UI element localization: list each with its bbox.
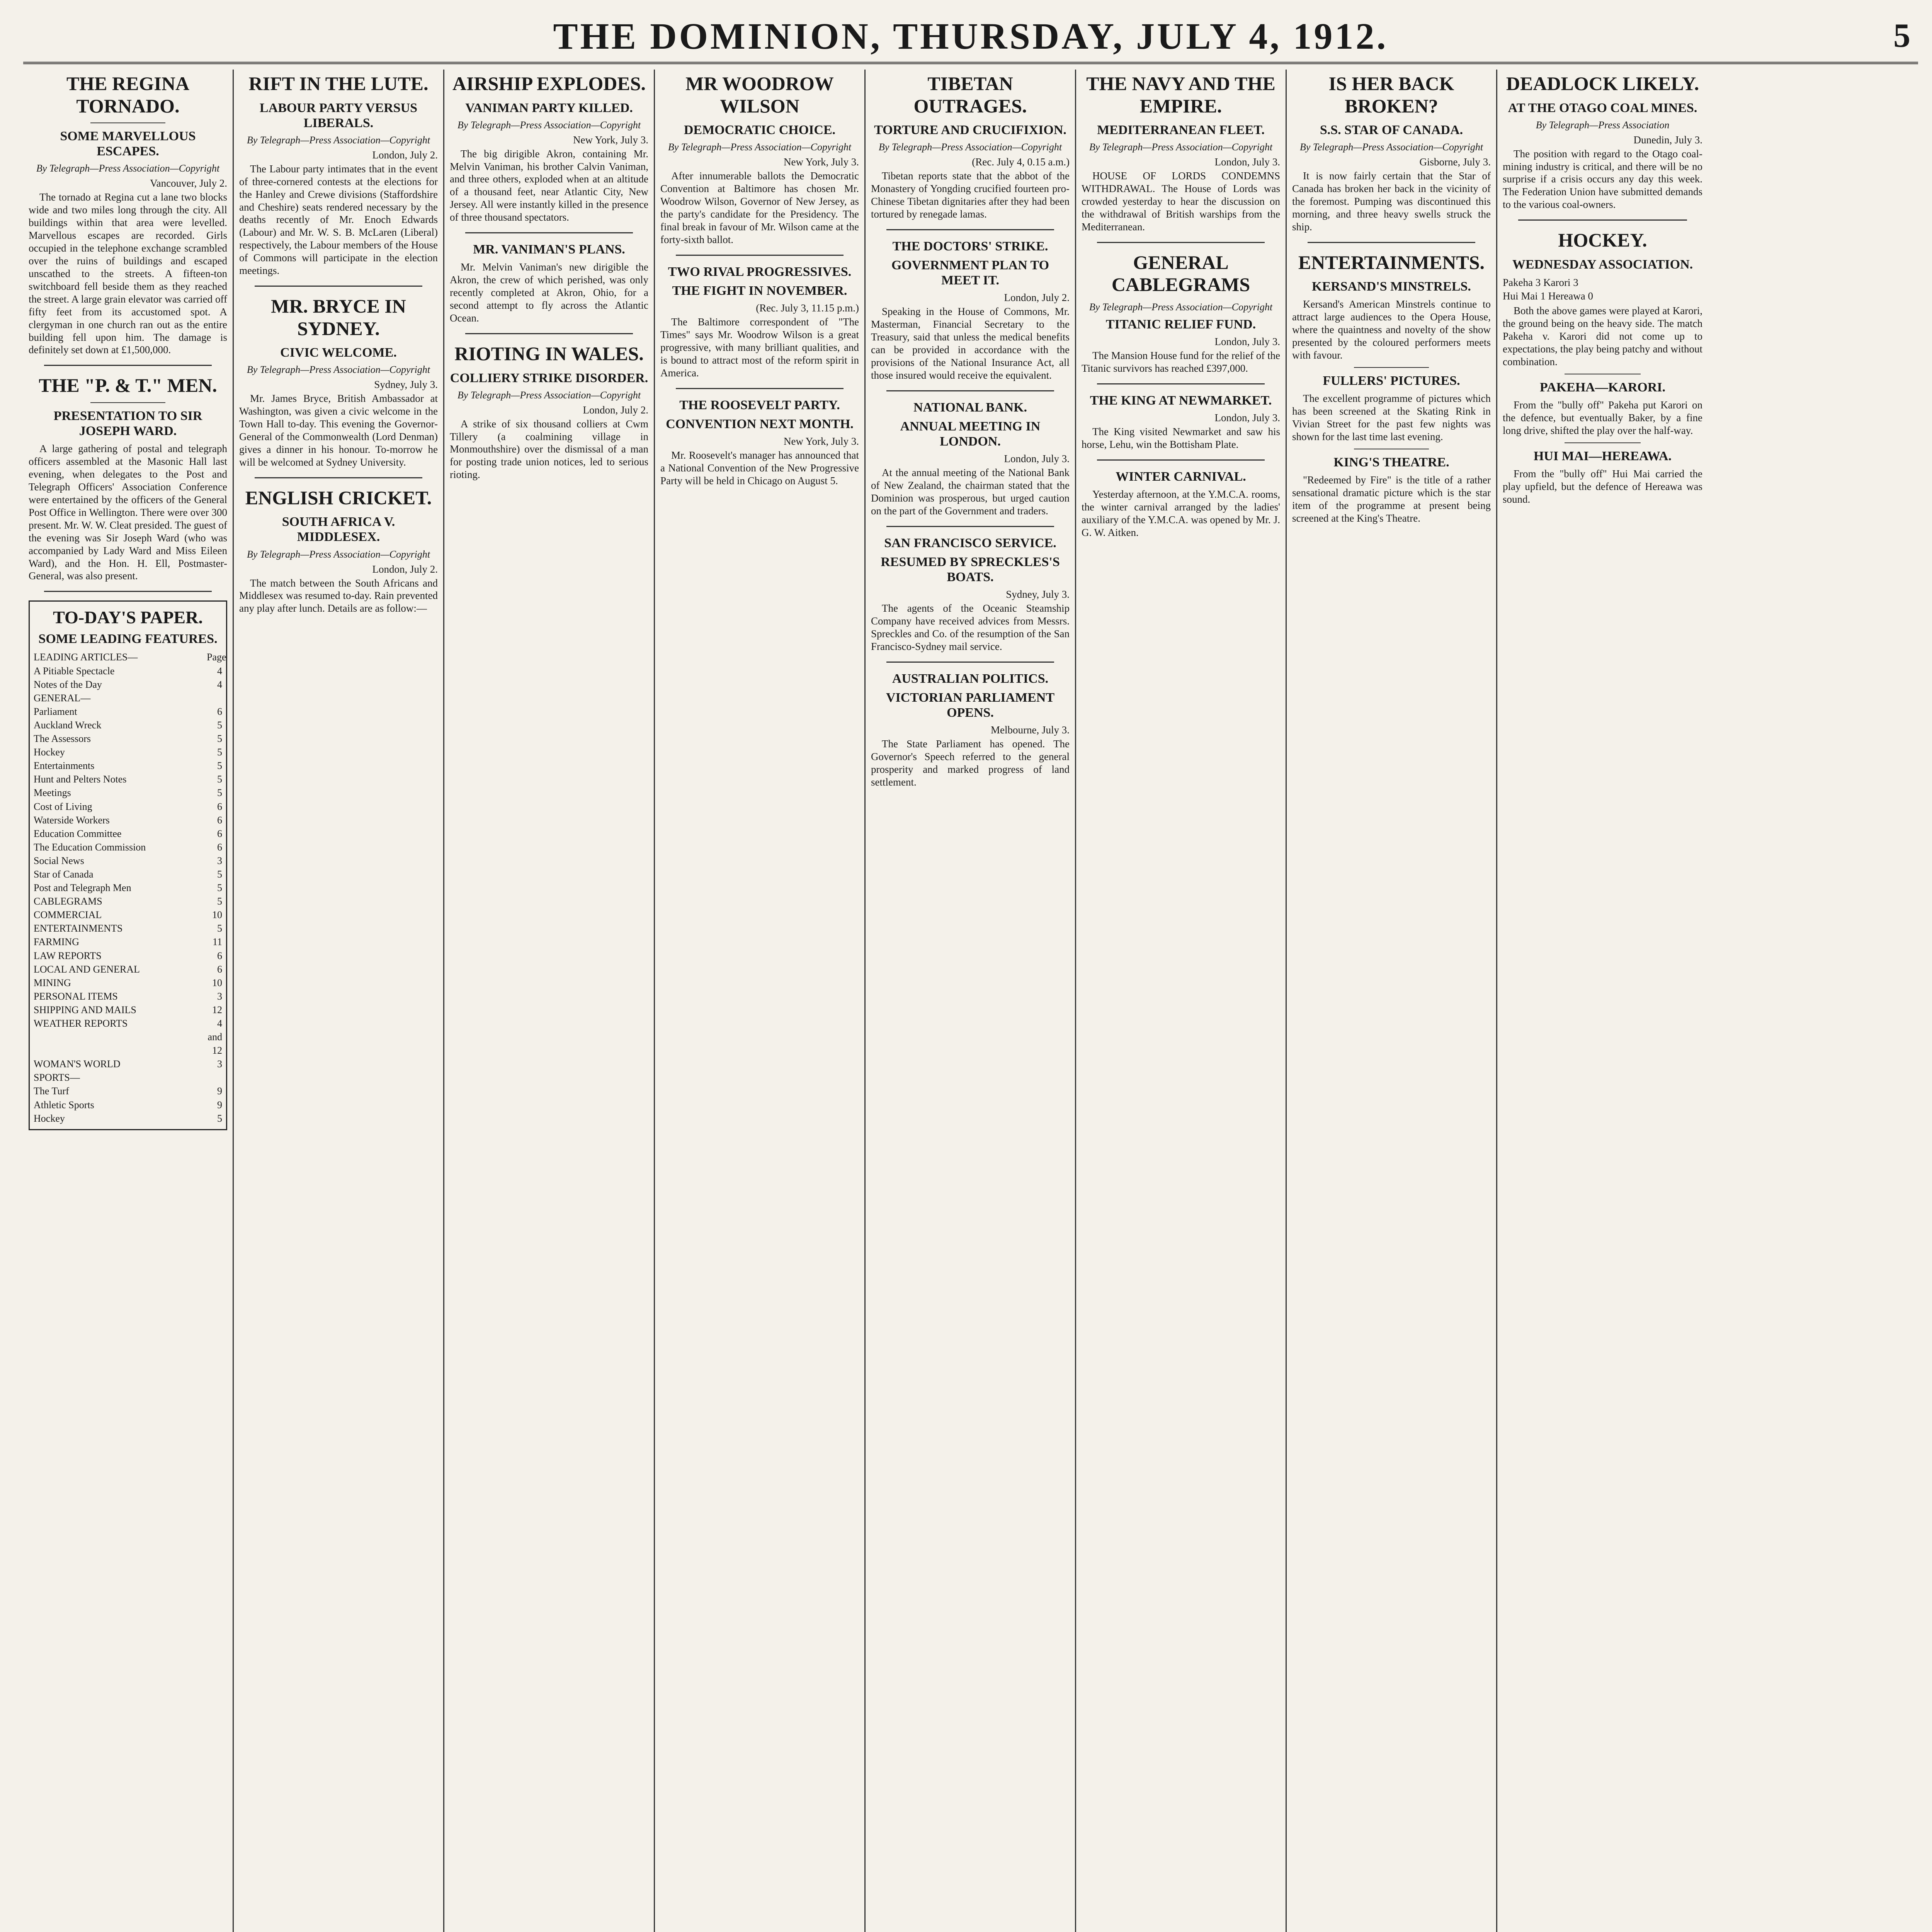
toc-item-page: 9	[217, 1099, 222, 1111]
article-dateline: London, July 2.	[583, 404, 648, 416]
article-subheading: GOVERNMENT PLAN TO MEET IT.	[891, 258, 1049, 288]
article	[871, 400, 1070, 517]
article-dateline: London, July 2.	[372, 149, 438, 161]
score-team-b: Hereawa	[1548, 290, 1588, 302]
article	[1082, 469, 1280, 539]
score-score-b: 0	[1588, 290, 1593, 302]
article-byline: By Telegraph—Press Association—Copyright	[247, 134, 430, 146]
toc-item-page: 5	[217, 896, 222, 907]
toc-item-page: 5	[217, 719, 222, 731]
toc-item-label: WEATHER REPORTS	[34, 1018, 128, 1029]
article-body: The match between the South Africans and Middlesex was resumed to-day. Rain prevented any play after lunch. Details are as follow:—	[239, 577, 438, 614]
article	[1082, 73, 1280, 233]
article-dateline: Gisborne, July 3.	[1419, 156, 1491, 168]
toc-item	[34, 840, 222, 854]
article	[1292, 252, 1491, 362]
toc-item-label: ENTERTAINMENTS	[34, 923, 123, 934]
article	[1503, 380, 1702, 437]
toc-item-page: 4 and 12	[207, 1018, 222, 1056]
article-subheading: KING'S THEATRE.	[1333, 455, 1449, 469]
article	[1082, 393, 1280, 451]
article-body: The excellent programme of pictures which has been screened at the Skating Rink in Vivian Street for the past few nights was shown for the last time last evening.	[1292, 393, 1491, 442]
divider	[44, 591, 212, 592]
article-subheading: S.S. STAR OF CANADA.	[1320, 123, 1463, 137]
toc-item-page: 11	[212, 936, 222, 948]
article-subheading: PAKEHA—KARORI.	[1539, 380, 1666, 395]
article-body: Tibetan reports state that the abbot of the Monastery of Yongding crucified fourteen pro-Chinese Tibetan dignitaries after they had been tortured by renegade lamas.	[871, 170, 1070, 220]
toc-item-page: 6	[217, 814, 222, 826]
article-body: The Baltimore correspondent of "The Times" says Mr. Woodrow Wilson is a great progressive, with many brilliant qualities, and is bound to attract most of the reform spirit in America.	[660, 316, 859, 379]
toc-item	[34, 718, 222, 732]
toc-item	[34, 990, 222, 1003]
article-body: Mr. Melvin Vaniman's new dirigible the Akron, the crew of which perished, was only recently completed at Akron, Ohio, for a second attempt to fly across the Atlantic Ocean.	[450, 261, 648, 324]
article-subheading: MEDITERRANEAN FLEET.	[1097, 123, 1265, 137]
toc-item	[34, 1017, 222, 1057]
article-body: At the annual meeting of the National Bank of New Zealand, the chairman stated that the Dominion was prosperous, but urged caution on the part of the Government and traders.	[871, 467, 1070, 517]
article-heading: TIBETAN OUTRAGES.	[913, 73, 1027, 117]
score-team-b: Karori	[1543, 276, 1573, 288]
toc-item	[34, 1098, 222, 1112]
toc-title: TO-DAY'S PAPER.	[53, 607, 203, 628]
toc-item-label: FARMING	[34, 936, 79, 948]
article-byline: By Telegraph—Press Association—Copyright	[247, 548, 430, 560]
toc-item-page: 12	[212, 1004, 222, 1015]
article-dateline: Dunedin, July 3.	[1633, 134, 1702, 146]
toc-item	[34, 908, 222, 922]
toc-item-label: The Education Commission	[34, 841, 146, 853]
article-body: Yesterday afternoon, at the Y.M.C.A. rooms, the winter carnival arranged by the ladies' auxiliary of the Y.M.C.A. was opened by Mr. J. G. W. Aitken.	[1082, 488, 1280, 538]
toc-item	[34, 1112, 222, 1125]
article-heading: NATIONAL BANK.	[913, 400, 1027, 415]
article-body: The tornado at Regina cut a lane two blocks wide and two miles long through the city. All buildings within that area were levelled. Marvellous escapes are recorded. Girls occupied in the telephone exchange scrambled over the ruins of buildings and escaped unscathed to the streets. A fifteen-ton switchboard fell beside them as they reached the street. A large grain elevator was carried off fifty feet from its accustomed spot. A clergyman in one church ran out as the entire building fell upon him. The damage is definitely set down at £1,500,000.	[29, 191, 227, 356]
toc-item	[34, 650, 226, 664]
article-dateline: London, July 3.	[1214, 335, 1280, 347]
article-dateline: Melbourne, July 3.	[991, 724, 1070, 736]
article-dateline: London, July 3.	[1004, 453, 1070, 465]
article	[450, 73, 648, 224]
toc-item-label: LAW REPORTS	[34, 950, 102, 961]
toc-item	[34, 786, 222, 799]
article-byline: By Telegraph—Press Association—Copyright	[1089, 301, 1273, 313]
article	[660, 264, 859, 379]
toc-item-page: 5	[217, 774, 222, 785]
article-heading: HOCKEY.	[1558, 229, 1647, 251]
score-team-a: Hui Mai	[1503, 290, 1541, 302]
toc-subtitle: SOME LEADING FEATURES.	[38, 632, 218, 646]
article	[660, 398, 859, 487]
divider	[255, 286, 422, 287]
article	[29, 73, 227, 356]
article-dateline: New York, July 3.	[783, 156, 859, 168]
article-byline: By Telegraph—Press Association—Copyright	[457, 389, 641, 401]
toc-item	[34, 772, 222, 786]
page-number: 5	[1893, 17, 1910, 54]
toc-item-label: MINING	[34, 977, 71, 988]
article	[239, 73, 438, 277]
article-subheading: SOME MARVELLOUS ESCAPES.	[60, 129, 196, 159]
article-body: It is now fairly certain that the Star of Canada has broken her back in the vicinity of the foremost. Pumping was discontinued this morning, and three heavy swells struck the ship.	[1292, 170, 1491, 233]
article	[29, 374, 227, 582]
article-subheading: RESUMED BY SPRECKLES'S BOATS.	[881, 554, 1060, 584]
toc-item	[34, 854, 222, 867]
divider	[44, 365, 212, 366]
article-heading: THE DOCTORS' STRIKE.	[892, 239, 1048, 253]
article-body: Both the above games were played at Karori, the ground being on the heavy side. The match Pakeha v. Karori did not come up to expectations, the play being patchy and without combination.	[1503, 305, 1702, 367]
article-body: "Redeemed by Fire" is the title of a rather sensational dramatic picture which is the star item of the programme at present being screened at the King's Theatre.	[1292, 474, 1491, 524]
toc-item-page: 5	[217, 733, 222, 745]
toc-item-label: CABLEGRAMS	[34, 896, 102, 907]
toc-item	[34, 759, 222, 772]
article-heading: THE ROOSEVELT PARTY.	[679, 398, 840, 412]
article-heading: WINTER CARNIVAL.	[1116, 469, 1246, 484]
toc-item-label: Entertainments	[34, 760, 95, 772]
article	[871, 239, 1070, 382]
article-dateline: London, July 3.	[1214, 156, 1280, 168]
column-8	[1497, 70, 1708, 1932]
toc-item-label: Parliament	[34, 706, 77, 717]
toc-item-page: 5	[217, 1112, 222, 1124]
article-byline: By Telegraph—Press Association—Copyright	[247, 364, 430, 376]
score-score-a: 3	[1535, 276, 1543, 288]
article-heading: AIRSHIP EXPLODES.	[452, 73, 646, 94]
toc-item-label: Star of Canada	[34, 868, 94, 880]
article-byline: By Telegraph—Press Association—Copyright	[1089, 141, 1273, 153]
toc-item-label: LOCAL AND GENERAL	[34, 963, 140, 975]
divider	[465, 232, 633, 233]
divider	[1565, 442, 1641, 443]
article-heading: GENERAL CABLEGRAMS	[1111, 251, 1250, 296]
article-body: From the "bully off" Pakeha put Karori on the defence, but eventually Baker, by a fine long drive, shifted the play over the half-way.	[1503, 399, 1702, 436]
article-dateline: London, July 2.	[1004, 292, 1070, 304]
article-dateline: Sydney, July 3.	[1006, 588, 1070, 600]
divider	[255, 477, 422, 478]
article-heading: MR WOODROW WILSON	[685, 73, 834, 117]
toc-item	[34, 1057, 222, 1071]
article-body: Speaking in the House of Commons, Mr. Masterman, Financial Secretary to the Treasury, said that unless the medical benefits can be provided in accordance with the provisions of the National Insurance Act, all those insured would receive the equivalent.	[871, 306, 1070, 381]
article-heading: THE "P. & T." MEN.	[39, 374, 217, 396]
article-dateline: (Rec. July 3, 11.15 p.m.)	[756, 302, 859, 314]
toc-item-page: 6	[217, 963, 222, 975]
toc-item-page: 5	[217, 787, 222, 799]
divider	[90, 122, 165, 123]
toc-item-label: Education Committee	[34, 828, 122, 839]
article-body: The agents of the Oceanic Steamship Company have received advices from Messrs. Spreckles and Co. of the resumption of the San Francisco-Sydney mail service.	[871, 602, 1070, 652]
toc-item	[34, 664, 222, 678]
divider	[465, 333, 633, 334]
toc-item	[34, 949, 222, 963]
divider	[1097, 242, 1265, 243]
toc-item-label: Auckland Wreck	[34, 719, 102, 731]
article-body: Mr. Roosevelt's manager has announced that a National Convention of the New Progressive Party will be held in Chicago on August 5.	[660, 449, 859, 486]
article-heading: THE KING AT NEWMARKET.	[1090, 393, 1272, 408]
toc-item-page: 5	[217, 923, 222, 934]
article-byline: By Telegraph—Press Association	[1536, 119, 1670, 131]
article-subheading: AT THE OTAGO COAL MINES.	[1508, 100, 1697, 115]
article-heading: MR. BRYCE IN SYDNEY.	[271, 295, 406, 339]
article-subheading: VICTORIAN PARLIAMENT OPENS.	[886, 690, 1055, 720]
article-subheading: FULLERS' PICTURES.	[1323, 374, 1460, 388]
divider	[886, 390, 1054, 391]
toc-item-label: Athletic Sports	[34, 1099, 94, 1111]
article-byline: By Telegraph—Press Association—Copyright	[457, 119, 641, 131]
article	[450, 242, 648, 325]
divider	[1518, 219, 1687, 221]
toc-item-page: 6	[217, 801, 222, 812]
toc-item-label: Hockey	[34, 747, 65, 758]
column-5	[866, 70, 1076, 1932]
toc-item	[34, 1084, 222, 1098]
article-heading: IS HER BACK BROKEN?	[1328, 73, 1454, 117]
toc-item-label: SHIPPING AND MAILS	[34, 1004, 136, 1015]
article-body: A large gathering of postal and telegraph officers assembled at the Masonic Hall last evening, when delegates to the Post and Telegraph Officers' Association Conference were entertained by the officers of the General Post Office in Wellington. There were over 300 present. Mr. W. W. Cleat presided. The guest of the evening was Sir Joseph Ward (who was accompanied by Lady Ward and Miss Eileen Ward), and the Hon. H. Ell, Postmaster-General, was also present.	[29, 443, 227, 582]
toc-item-label: PERSONAL ITEMS	[34, 990, 118, 1002]
article-subheading: CIVIC WELCOME.	[280, 345, 397, 360]
divider	[1354, 367, 1429, 368]
toc-item	[34, 732, 222, 745]
toc-item-page: 5	[217, 868, 222, 880]
divider	[90, 402, 165, 403]
divider	[1308, 242, 1475, 243]
toc-item	[34, 813, 222, 827]
article-heading: ENTERTAINMENTS.	[1298, 251, 1485, 273]
toc-item-label: Social News	[34, 855, 84, 866]
article-heading: RIOTING IN WALES.	[454, 343, 644, 364]
article	[239, 487, 438, 615]
article-body: The Mansion House fund for the relief of the Titanic survivors has reached £397,000.	[1082, 349, 1280, 374]
article-subheading: PRESENTATION TO SIR JOSEPH WARD.	[53, 408, 202, 438]
toc-item-page: 5	[217, 747, 222, 758]
article-heading: MR. VANIMAN'S PLANS.	[473, 242, 625, 257]
article-heading: SAN FRANCISCO SERVICE.	[884, 536, 1056, 550]
divider	[676, 388, 844, 389]
score-team-a: Pakeha	[1503, 276, 1536, 288]
divider	[1097, 459, 1265, 461]
article-heading: DEADLOCK LIKELY.	[1506, 73, 1699, 94]
toc-item-page	[207, 691, 222, 705]
toc-item-page: 3	[217, 855, 222, 866]
divider	[1097, 383, 1265, 384]
masthead	[23, 12, 1918, 64]
toc-item-label: Post and Telegraph Men	[34, 882, 131, 894]
score-row	[1503, 276, 1702, 289]
article-dateline: New York, July 3.	[573, 134, 648, 146]
toc-item-page: 10	[212, 909, 222, 921]
toc-item	[34, 800, 222, 813]
article-heading: ENGLISH CRICKET.	[245, 486, 432, 509]
toc-item-label: Meetings	[34, 787, 71, 799]
toc-item	[34, 867, 222, 881]
article-subheading: COLLIERY STRIKE DISORDER.	[450, 371, 648, 385]
article	[239, 295, 438, 469]
toc-item-page: 6	[217, 950, 222, 961]
column-3	[444, 70, 655, 1932]
article-heading: THE REGINA TORNADO.	[66, 73, 190, 117]
article-subheading: THE FIGHT IN NOVEMBER.	[672, 283, 847, 298]
toc-item-page: 5	[217, 882, 222, 894]
toc-item-label: SPORTS—	[34, 1072, 80, 1083]
toc-item	[34, 678, 222, 691]
toc-item-label: WOMAN'S WORLD	[34, 1058, 121, 1070]
article	[871, 536, 1070, 653]
article	[1503, 229, 1702, 368]
toc-item	[34, 895, 222, 908]
article-dateline: New York, July 3.	[783, 435, 859, 447]
toc-item-label: COMMERCIAL	[34, 909, 102, 921]
article-body: The State Parliament has opened. The Governor's Speech referred to the general prosperity and marked progress of land settlement.	[871, 738, 1070, 788]
toc-item-page: 3	[217, 990, 222, 1002]
toc-item	[34, 705, 222, 718]
article-byline: By Telegraph—Press Association—Copyright	[668, 141, 852, 153]
article-dateline: (Rec. July 4, 0.15 a.m.)	[972, 156, 1070, 168]
divider	[886, 229, 1054, 230]
toc-item-label: The Assessors	[34, 733, 91, 745]
toc-item	[34, 1071, 222, 1084]
column-6	[1076, 70, 1287, 1932]
toc-list	[34, 650, 226, 1125]
toc-item	[34, 827, 222, 840]
article-byline: By Telegraph—Press Association—Copyright	[1299, 141, 1483, 153]
article-subheading: ANNUAL MEETING IN LONDON.	[900, 419, 1041, 449]
toc-item-label: The Turf	[34, 1085, 69, 1097]
toc-item	[34, 935, 222, 949]
article-body: HOUSE OF LORDS CONDEMNS WITHDRAWAL. The House of Lords was crowded yesterday to hear the discussion on the withdrawal of British warships from the Mediterranean.	[1082, 170, 1280, 233]
toc-item	[34, 976, 222, 990]
article-heading: AUSTRALIAN POLITICS.	[892, 671, 1049, 686]
toc-item-page	[207, 1071, 222, 1084]
column-7	[1287, 70, 1497, 1932]
toc-item-page: 9	[217, 1085, 222, 1097]
todays-paper-box	[29, 600, 227, 1130]
article-subheading: VANIMAN PARTY KILLED.	[465, 100, 633, 115]
article-dateline: Sydney, July 3.	[374, 379, 438, 391]
article	[871, 671, 1070, 789]
article-dateline: Vancouver, July 2.	[150, 177, 227, 189]
score-row	[1503, 289, 1702, 303]
divider	[886, 526, 1054, 527]
article-body: Mr. James Bryce, British Ambassador at Washington, was given a civic welcome in the Town Hall to-day. This evening the Governor-General of the Commonwealth (Lord Denman) gives a dinner in his honour. To-morrow he will be welcomed at Sydney University.	[239, 393, 438, 468]
toc-item-label: Hockey	[34, 1112, 65, 1124]
toc-item	[34, 922, 222, 935]
article-subheading: TORTURE AND CRUCIFIXION.	[874, 123, 1066, 137]
article-subheading: TITANIC RELIEF FUND.	[1105, 317, 1256, 332]
article-subheading: WEDNESDAY ASSOCIATION.	[1512, 257, 1693, 272]
score-table	[1503, 276, 1702, 303]
article-heading: TWO RIVAL PROGRESSIVES.	[668, 264, 852, 279]
article-dateline: London, July 3.	[1214, 412, 1280, 423]
article-body: Kersand's American Minstrels continue to attract large audiences to the Opera House, where the quaintness and novelty of the show presented by the coloured performers meets with favour.	[1292, 298, 1491, 361]
article-heading: THE NAVY AND THE EMPIRE.	[1086, 73, 1276, 117]
toc-item-label: A Pitiable Spectacle	[34, 665, 115, 677]
column-2	[234, 70, 444, 1932]
article	[1292, 455, 1491, 525]
article	[1082, 252, 1280, 375]
article-body: The Labour party intimates that in the event of three-cornered contests at the elections for the Hanley and Crewe divisions (Staffordshire and Cheshire) seats rendered necessary by the deaths recently of Mr. Enoch Edwards (Labour) and Mr. W. S. B. McLaren (Liberal) respectively, the Labour members of the House of Commons will participate in the election meetings.	[239, 163, 438, 277]
article	[450, 343, 648, 481]
toc-item-label: Cost of Living	[34, 801, 92, 812]
score-score-b: 3	[1573, 276, 1578, 288]
toc-item-label: Waterside Workers	[34, 814, 110, 826]
toc-item	[34, 691, 222, 705]
article	[1292, 73, 1491, 233]
article-subheading: KERSAND'S MINSTRELS.	[1312, 279, 1471, 294]
article	[1503, 449, 1702, 506]
toc-item	[34, 963, 222, 976]
newspaper-title: THE DOMINION, THURSDAY, JULY 4, 1912.	[553, 15, 1388, 57]
toc-item-label: Hunt and Pelters Notes	[34, 774, 127, 785]
newspaper-columns	[23, 70, 1918, 1932]
toc-item-page: 6	[217, 706, 222, 717]
toc-item	[34, 1003, 222, 1017]
article	[1503, 73, 1702, 211]
article-dateline: London, July 2.	[372, 563, 438, 575]
toc-item	[34, 881, 222, 895]
article-subheading: CONVENTION NEXT MONTH.	[666, 417, 854, 431]
article-heading: RIFT IN THE LUTE.	[248, 73, 429, 94]
toc-item-page: 6	[217, 828, 222, 839]
article-subheading: LABOUR PARTY VERSUS LIBERALS.	[259, 100, 418, 130]
toc-item-label: LEADING ARTICLES—	[34, 651, 138, 663]
article-subheading: DEMOCRATIC CHOICE.	[684, 123, 836, 137]
article-body: The position with regard to the Otago coal-mining industry is critical, and there will be no surprise if a crisis occurs any day this week. The Federation Union have submitted demands to the various coal-owners.	[1503, 148, 1702, 211]
article-body: A strike of six thousand colliers at Cwm Tillery (a coalmining village in Monmouthshire) over the dismissal of a man for posting trade union notices, led to serious rioting.	[450, 418, 648, 481]
toc-item-page: 4	[217, 665, 222, 677]
toc-item	[34, 745, 222, 759]
article	[660, 73, 859, 246]
toc-item-page: 5	[217, 760, 222, 772]
toc-item-label: Notes of the Day	[34, 679, 102, 690]
article-subheading: HUI MAI—HEREAWA.	[1533, 449, 1672, 463]
article-subheading: SOUTH AFRICA V. MIDDLESEX.	[282, 515, 395, 544]
article-body: The big dirigible Akron, containing Mr. Melvin Vaniman, his brother Calvin Vaniman, and three others, exploded when at an altitude of a thousand feet, near Atlantic City, New Jersey. All were instantly killed in the presence of three thousand spectators.	[450, 148, 648, 223]
toc-item-page: Page	[207, 651, 226, 663]
divider	[886, 662, 1054, 663]
article-byline: By Telegraph—Press Association—Copyright	[36, 163, 220, 174]
toc-item-page: 6	[217, 841, 222, 853]
divider	[676, 255, 844, 256]
toc-item-page: 3	[217, 1058, 222, 1070]
article	[871, 73, 1070, 221]
column-4	[655, 70, 866, 1932]
article	[1292, 373, 1491, 443]
article-body: From the "bully off" Hui Mai carried the play upfield, but the defence of Hereawa was sound.	[1503, 468, 1702, 505]
column-1	[23, 70, 234, 1932]
score-score-a: 1	[1540, 290, 1548, 302]
article-body: The King visited Newmarket and saw his horse, Lehu, win the Bottisham Plate.	[1082, 425, 1280, 450]
toc-item-label: GENERAL—	[34, 692, 91, 704]
article-body: After innumerable ballots the Democratic Convention at Baltimore has chosen Mr. Woodrow Wilson, Governor of New Jersey, as the party's candidate for the Presidency. The final break in favour of Mr. Wilson came at the forty-sixth ballot.	[660, 170, 859, 245]
toc-item-page: 4	[217, 679, 222, 690]
article-byline: By Telegraph—Press Association—Copyright	[878, 141, 1062, 153]
toc-item-page: 10	[212, 977, 222, 988]
